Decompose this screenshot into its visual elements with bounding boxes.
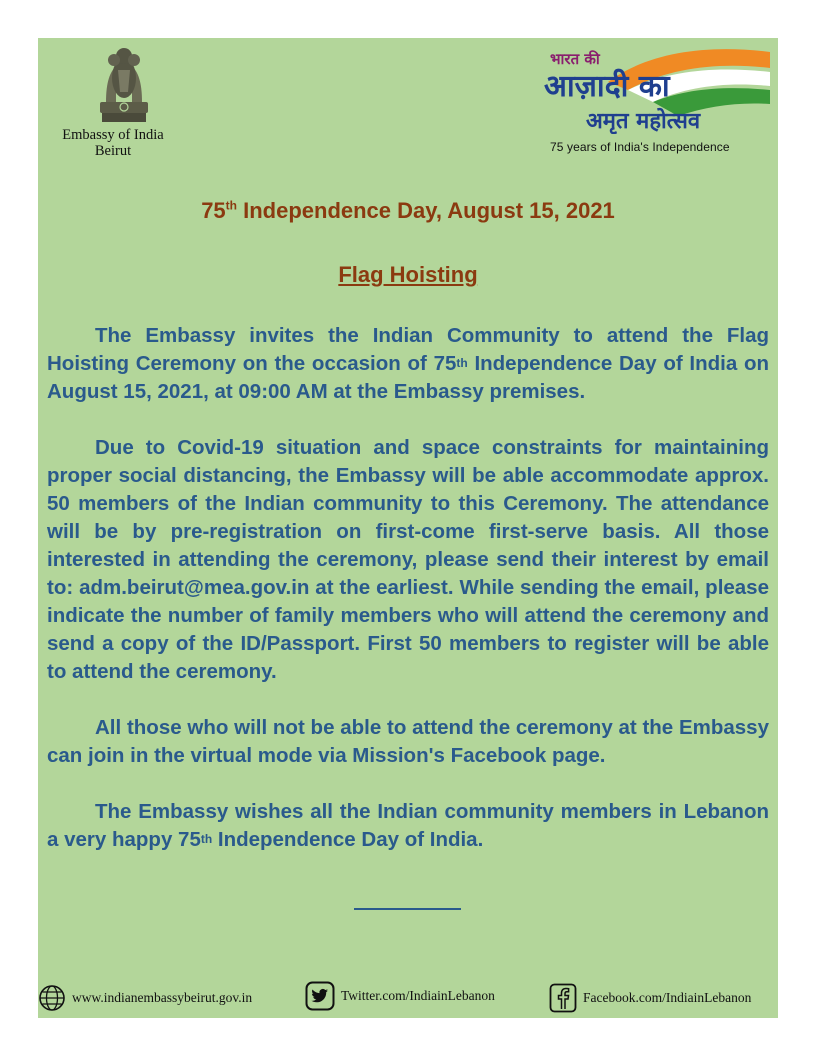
footer-facebook[interactable] bbox=[549, 984, 751, 1012]
page-subtitle: Flag Hoisting bbox=[338, 262, 478, 287]
embassy-name-line2: Beirut bbox=[94, 143, 132, 159]
paragraph-virtual: All those who will not be able to attend the ceremony at the Embassy can join in the virtual mode via Mission's Facebook page. bbox=[47, 716, 769, 767]
footer-twitter-text: Twitter.com/IndiainLebanon bbox=[341, 988, 495, 1003]
facebook-icon bbox=[549, 983, 577, 1013]
national-emblem-icon bbox=[96, 42, 152, 126]
embassy-name bbox=[38, 127, 188, 159]
title-prefix: 75 bbox=[201, 198, 226, 223]
logo-line1: भारत की bbox=[550, 50, 600, 68]
logo-line3: अमृत महोत्सव bbox=[586, 109, 701, 134]
paragraph-wishes-text-a: The Embassy wishes all the Indian community members in Lebanon a very happy 75 bbox=[47, 800, 769, 851]
title-rest: Independence Day, August 15, 2021 bbox=[237, 198, 615, 223]
page-title bbox=[38, 198, 778, 224]
paragraph-wishes bbox=[47, 798, 769, 854]
globe-icon bbox=[38, 984, 66, 1012]
paragraph-wishes-text-b: Independence Day of India. bbox=[212, 828, 484, 851]
title-sup: th bbox=[225, 198, 237, 213]
logo-tagline: 75 years of India's Independence bbox=[550, 140, 730, 154]
paragraph-invitation bbox=[47, 322, 769, 406]
footer-website[interactable] bbox=[38, 984, 252, 1012]
letterhead-panel bbox=[38, 38, 778, 1018]
paragraph-invitation-text-b: Independence Day of India on August 15, 2021, at 09:00 AM at the Embassy premises. bbox=[47, 352, 769, 403]
footer-facebook-text: Facebook.com/IndiainLebanon bbox=[583, 990, 752, 1005]
twitter-icon bbox=[305, 981, 335, 1011]
logo-line2: आज़ादी का bbox=[544, 69, 670, 104]
paragraph-wishes-sup: th bbox=[200, 832, 213, 846]
azadi-ka-amrit-mahotsav-logo bbox=[538, 42, 773, 134]
footer-twitter[interactable] bbox=[305, 982, 495, 1010]
paragraph-invitation-sup: th bbox=[456, 356, 468, 370]
letter-body bbox=[47, 322, 769, 882]
embassy-name-line1: Embassy of India bbox=[62, 127, 164, 143]
footer-website-text: www.indianembassybeirut.gov.in bbox=[72, 990, 253, 1005]
closing-rule bbox=[354, 908, 461, 910]
paragraph-invitation-text-a: The Embassy invites the Indian Community to attend the Flag Hoisting Ceremony on the occasion of 75 bbox=[47, 324, 769, 375]
paragraph-registration: Due to Covid-19 situation and space constraints for maintaining proper social distancing, the Embassy will be able accommodate approx. 50 members of the Indian community to this Ceremony. The attendance will be by pre-registration on first-come first-serve basis. All those interested in attending the ceremony, please send their interest by email to: adm.beirut@mea.gov.in at the earliest. While sending the email, please indicate the number of family members who will attend the ceremony and send a copy of the ID/Passport. First 50 members to register will be able to attend the ceremony. bbox=[47, 436, 769, 683]
